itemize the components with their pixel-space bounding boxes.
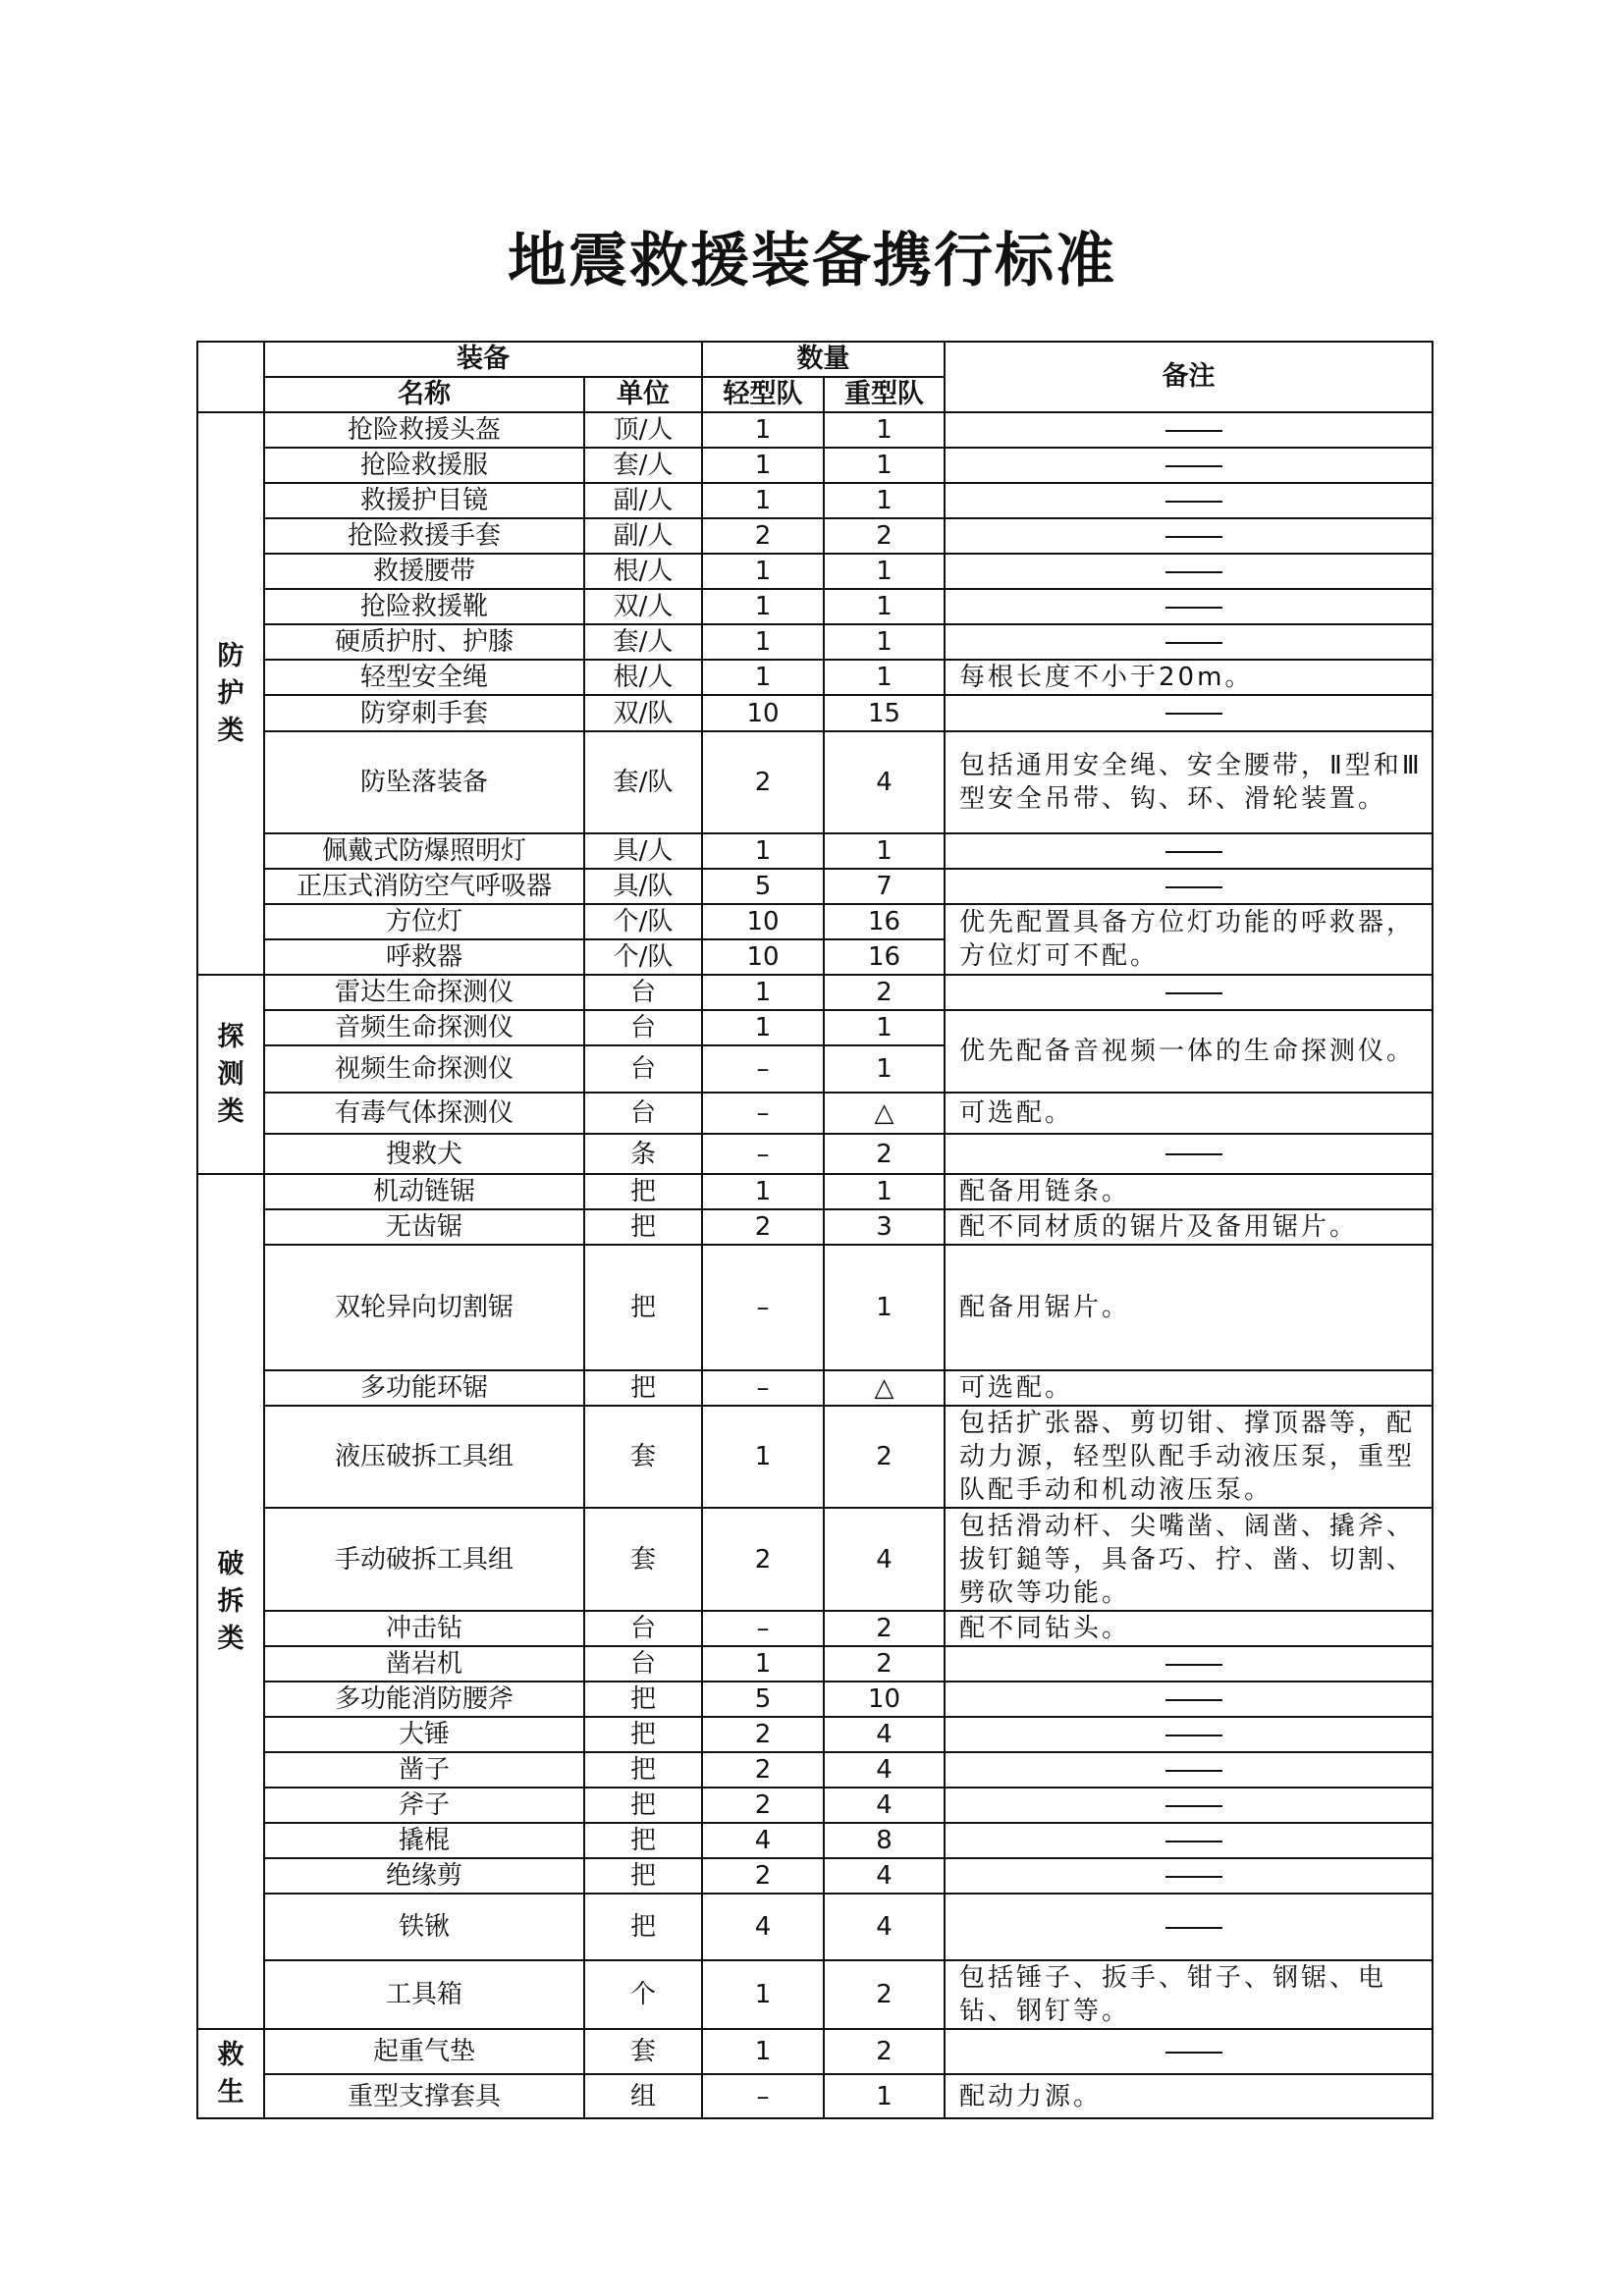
remark-cell: 包括锤子、扳手、钳子、钢锯、电钻、钢钉等。 — [945, 1960, 1433, 2029]
name-cell: 手动破拆工具组 — [264, 1508, 584, 1611]
table-row — [197, 1010, 1433, 1045]
light-cell: 2 — [702, 1508, 824, 1611]
table-row — [197, 1209, 1433, 1245]
name-cell: 救援护目镜 — [264, 483, 584, 518]
heavy-cell: 1 — [824, 2074, 945, 2118]
heavy-cell: 2 — [824, 2029, 945, 2074]
heavy-cell: 15 — [824, 695, 945, 731]
table-row — [197, 975, 1433, 1010]
dash-mark — [1165, 1927, 1222, 1929]
remark-cell — [945, 1646, 1433, 1682]
unit-cell: 把 — [584, 1682, 702, 1717]
heavy-cell: 4 — [824, 1788, 945, 1823]
table-row — [197, 1823, 1433, 1858]
dash-mark — [1165, 1664, 1222, 1666]
light-cell: – — [702, 1370, 824, 1406]
name-cell: 液压破拆工具组 — [264, 1406, 584, 1508]
unit-cell: 套 — [584, 1508, 702, 1611]
dash-mark — [1165, 642, 1222, 644]
remark-cell: 可选配。 — [945, 1093, 1433, 1134]
heavy-team-header: 重型队 — [824, 377, 945, 412]
remark-cell — [945, 1682, 1433, 1717]
light-cell: 1 — [702, 589, 824, 624]
category-label: 防护类 — [217, 640, 244, 746]
unit-cell: 副/人 — [584, 483, 702, 518]
name-cell: 工具箱 — [264, 1960, 584, 2029]
document-title: 地震救援装备携行标准 — [508, 227, 1116, 295]
dash-mark — [1165, 536, 1222, 538]
remark-cell — [945, 695, 1433, 731]
unit-cell: 个 — [584, 1960, 702, 2029]
table-body — [197, 412, 1433, 2118]
heavy-cell: 1 — [824, 412, 945, 448]
table-row — [197, 695, 1433, 731]
name-cell: 音频生命探测仪 — [264, 1010, 584, 1045]
table-row — [197, 448, 1433, 483]
table-row — [197, 1682, 1433, 1717]
remark-cell: 包括扩张器、剪切钳、撑顶器等，配动力源，轻型队配手动液压泵，重型队配手动和机动液压泵。 — [945, 1406, 1433, 1508]
name-cell: 救援腰带 — [264, 554, 584, 589]
light-cell: 4 — [702, 1823, 824, 1858]
remark-cell — [945, 624, 1433, 660]
light-cell: – — [702, 1093, 824, 1134]
heavy-cell: 3 — [824, 1209, 945, 1245]
remark-cell — [945, 1894, 1433, 1960]
category-cell — [197, 975, 264, 1174]
heavy-cell: 4 — [824, 731, 945, 833]
name-cell: 凿岩机 — [264, 1646, 584, 1682]
light-cell: 10 — [702, 904, 824, 939]
table-row — [197, 1370, 1433, 1406]
light-cell: 2 — [702, 1858, 824, 1894]
unit-cell: 把 — [584, 1174, 702, 1209]
name-cell: 双轮异向切割锯 — [264, 1245, 584, 1370]
light-cell: 10 — [702, 939, 824, 975]
light-cell: 10 — [702, 695, 824, 731]
table-row — [197, 412, 1433, 448]
light-cell: 1 — [702, 660, 824, 695]
quantity-header: 数量 — [702, 342, 945, 377]
light-cell: 1 — [702, 448, 824, 483]
unit-cell: 把 — [584, 1752, 702, 1788]
name-cell: 正压式消防空气呼吸器 — [264, 869, 584, 904]
heavy-cell: 4 — [824, 1894, 945, 1960]
dash-mark — [1165, 501, 1222, 503]
name-cell: 轻型安全绳 — [264, 660, 584, 695]
remark-cell: 配不同钻头。 — [945, 1611, 1433, 1646]
heavy-cell: 16 — [824, 939, 945, 975]
heavy-cell: △ — [824, 1093, 945, 1134]
table-row — [197, 904, 1433, 939]
light-cell: 5 — [702, 869, 824, 904]
remark-cell: 配备用链条。 — [945, 1174, 1433, 1209]
light-cell: 1 — [702, 483, 824, 518]
heavy-cell: 1 — [824, 554, 945, 589]
table-row — [197, 554, 1433, 589]
heavy-cell: 1 — [824, 1174, 945, 1209]
light-cell: – — [702, 2074, 824, 2118]
remark-cell: 配不同材质的锯片及备用锯片。 — [945, 1209, 1433, 1245]
table-row — [197, 483, 1433, 518]
category-cell — [197, 1174, 264, 2029]
remark-cell — [945, 833, 1433, 869]
name-cell: 绝缘剪 — [264, 1858, 584, 1894]
unit-cell: 台 — [584, 1045, 702, 1093]
table-row — [197, 833, 1433, 869]
unit-cell: 个/队 — [584, 939, 702, 975]
remark-cell: 配备用锯片。 — [945, 1245, 1433, 1370]
remark-cell — [945, 483, 1433, 518]
heavy-cell: 1 — [824, 833, 945, 869]
unit-cell: 双/队 — [584, 695, 702, 731]
light-cell: 2 — [702, 1788, 824, 1823]
unit-cell: 把 — [584, 1370, 702, 1406]
unit-cell: 根/人 — [584, 660, 702, 695]
name-cell: 雷达生命探测仪 — [264, 975, 584, 1010]
name-cell: 机动链锯 — [264, 1174, 584, 1209]
dash-mark — [1165, 1770, 1222, 1772]
name-cell: 多功能环锯 — [264, 1370, 584, 1406]
table-row — [197, 1960, 1433, 2029]
table-row — [197, 1752, 1433, 1788]
unit-cell: 把 — [584, 1245, 702, 1370]
unit-cell: 个/队 — [584, 904, 702, 939]
heavy-cell: 1 — [824, 483, 945, 518]
category-label: 探测类 — [217, 1021, 244, 1127]
table-row — [197, 1093, 1433, 1134]
dash-mark — [1165, 465, 1222, 467]
light-cell: 5 — [702, 1682, 824, 1717]
equipment-header: 装备 — [264, 342, 702, 377]
table-row — [197, 869, 1433, 904]
table-row — [197, 1406, 1433, 1508]
unit-cell: 套 — [584, 1406, 702, 1508]
header-row-1 — [197, 342, 1433, 377]
unit-cell: 副/人 — [584, 518, 702, 554]
remark-cell — [945, 1752, 1433, 1788]
unit-header: 单位 — [584, 377, 702, 412]
name-cell: 抢险救援手套 — [264, 518, 584, 554]
dash-mark — [1165, 886, 1222, 888]
heavy-cell: 2 — [824, 518, 945, 554]
category-label: 救生 — [217, 2039, 244, 2108]
remark-cell: 配动力源。 — [945, 2074, 1433, 2118]
remark-cell — [945, 1134, 1433, 1174]
dash-mark — [1165, 1841, 1222, 1842]
unit-cell: 台 — [584, 1611, 702, 1646]
name-cell: 起重气垫 — [264, 2029, 584, 2074]
unit-cell: 把 — [584, 1823, 702, 1858]
remark-cell: 包括滑动杆、尖嘴凿、阔凿、撬斧、拔钉鎚等，具备巧、拧、凿、切割、劈砍等功能。 — [945, 1508, 1433, 1611]
unit-cell: 套/人 — [584, 624, 702, 660]
light-team-header: 轻型队 — [702, 377, 824, 412]
light-cell: 2 — [702, 1752, 824, 1788]
light-cell: 1 — [702, 975, 824, 1010]
unit-cell: 套 — [584, 2029, 702, 2074]
remark-cell: 每根长度不小于20m。 — [945, 660, 1433, 695]
name-cell: 有毒气体探测仪 — [264, 1093, 584, 1134]
heavy-cell: 8 — [824, 1823, 945, 1858]
unit-cell: 把 — [584, 1894, 702, 1960]
remark-cell — [945, 1717, 1433, 1752]
table-row — [197, 1134, 1433, 1174]
unit-cell: 具/队 — [584, 869, 702, 904]
unit-cell: 把 — [584, 1717, 702, 1752]
dash-mark — [1165, 571, 1222, 573]
heavy-cell: 1 — [824, 1010, 945, 1045]
dash-mark — [1165, 1805, 1222, 1807]
dash-mark — [1165, 1153, 1222, 1155]
name-cell: 硬质护肘、护膝 — [264, 624, 584, 660]
name-cell: 凿子 — [264, 1752, 584, 1788]
name-cell: 防穿刺手套 — [264, 695, 584, 731]
heavy-cell: △ — [824, 1370, 945, 1406]
table-row — [197, 589, 1433, 624]
heavy-cell: 1 — [824, 624, 945, 660]
dash-mark — [1165, 713, 1222, 715]
name-cell: 无齿锯 — [264, 1209, 584, 1245]
table-row — [197, 518, 1433, 554]
unit-cell: 双/人 — [584, 589, 702, 624]
name-cell: 抢险救援头盔 — [264, 412, 584, 448]
table-row — [197, 1858, 1433, 1894]
heavy-cell: 2 — [824, 1646, 945, 1682]
name-cell: 抢险救援靴 — [264, 589, 584, 624]
remark-cell: 可选配。 — [945, 1370, 1433, 1406]
remark-cell — [945, 589, 1433, 624]
heavy-cell: 1 — [824, 660, 945, 695]
unit-cell: 套/人 — [584, 448, 702, 483]
table-row — [197, 2074, 1433, 2118]
table-row — [197, 660, 1433, 695]
light-cell: 2 — [702, 731, 824, 833]
name-cell: 佩戴式防爆照明灯 — [264, 833, 584, 869]
light-cell: – — [702, 1045, 824, 1093]
name-cell: 斧子 — [264, 1788, 584, 1823]
table-row — [197, 1508, 1433, 1611]
remark-cell — [945, 1858, 1433, 1894]
light-cell: 1 — [702, 833, 824, 869]
light-cell: 2 — [702, 518, 824, 554]
heavy-cell: 1 — [824, 1045, 945, 1093]
table-row — [197, 1174, 1433, 1209]
table-row — [197, 1245, 1433, 1370]
light-cell: 1 — [702, 1406, 824, 1508]
remark-cell: 优先配备音视频一体的生命探测仪。 — [945, 1010, 1433, 1093]
unit-cell: 台 — [584, 1010, 702, 1045]
unit-cell: 台 — [584, 975, 702, 1010]
remark-header: 备注 — [945, 342, 1433, 412]
heavy-cell: 16 — [824, 904, 945, 939]
dash-mark — [1165, 2052, 1222, 2054]
heavy-cell: 2 — [824, 1134, 945, 1174]
name-cell: 搜救犬 — [264, 1134, 584, 1174]
remark-cell — [945, 518, 1433, 554]
heavy-cell: 4 — [824, 1508, 945, 1611]
light-cell: 1 — [702, 1010, 824, 1045]
light-cell: 1 — [702, 1174, 824, 1209]
table-row — [197, 1894, 1433, 1960]
table-row — [197, 1646, 1433, 1682]
light-cell: – — [702, 1245, 824, 1370]
unit-cell: 台 — [584, 1646, 702, 1682]
unit-cell: 把 — [584, 1209, 702, 1245]
name-header: 名称 — [264, 377, 584, 412]
name-cell: 多功能消防腰斧 — [264, 1682, 584, 1717]
table-row — [197, 1717, 1433, 1752]
name-cell: 铁锹 — [264, 1894, 584, 1960]
remark-cell — [945, 1788, 1433, 1823]
name-cell: 冲击钻 — [264, 1611, 584, 1646]
light-cell: 1 — [702, 2029, 824, 2074]
dash-mark — [1165, 851, 1222, 853]
unit-cell: 顶/人 — [584, 412, 702, 448]
heavy-cell: 1 — [824, 1245, 945, 1370]
light-cell: 1 — [702, 554, 824, 589]
category-cell — [197, 412, 264, 975]
unit-cell: 组 — [584, 2074, 702, 2118]
equipment-table — [196, 341, 1434, 2119]
heavy-cell: 10 — [824, 1682, 945, 1717]
light-cell: 1 — [702, 624, 824, 660]
heavy-cell: 2 — [824, 1960, 945, 2029]
heavy-cell: 1 — [824, 589, 945, 624]
remark-cell — [945, 975, 1433, 1010]
remark-cell — [945, 554, 1433, 589]
light-cell: 2 — [702, 1209, 824, 1245]
unit-cell: 台 — [584, 1093, 702, 1134]
light-cell: 1 — [702, 1960, 824, 2029]
name-cell: 抢险救援服 — [264, 448, 584, 483]
remark-cell — [945, 1823, 1433, 1858]
remark-cell: 包括通用安全绳、安全腰带，Ⅱ型和Ⅲ型安全吊带、钩、环、滑轮装置。 — [945, 731, 1433, 833]
heavy-cell: 2 — [824, 1611, 945, 1646]
category-cell — [197, 2029, 264, 2118]
name-cell: 大锤 — [264, 1717, 584, 1752]
remark-cell — [945, 448, 1433, 483]
light-cell: 2 — [702, 1717, 824, 1752]
unit-cell: 套/队 — [584, 731, 702, 833]
heavy-cell: 7 — [824, 869, 945, 904]
table-row — [197, 1788, 1433, 1823]
remark-cell — [945, 2029, 1433, 2074]
heavy-cell: 4 — [824, 1717, 945, 1752]
heavy-cell: 4 — [824, 1858, 945, 1894]
name-cell: 撬棍 — [264, 1823, 584, 1858]
heavy-cell: 2 — [824, 975, 945, 1010]
name-cell: 方位灯 — [264, 904, 584, 939]
category-label: 破拆类 — [217, 1548, 244, 1654]
name-cell: 视频生命探测仪 — [264, 1045, 584, 1093]
name-cell: 重型支撑套具 — [264, 2074, 584, 2118]
dash-mark — [1165, 607, 1222, 609]
light-cell: 1 — [702, 412, 824, 448]
table-row — [197, 1611, 1433, 1646]
light-cell: 4 — [702, 1894, 824, 1960]
unit-cell: 根/人 — [584, 554, 702, 589]
light-cell: – — [702, 1611, 824, 1646]
unit-cell: 把 — [584, 1858, 702, 1894]
remark-cell: 优先配置具备方位灯功能的呼救器，方位灯可不配。 — [945, 904, 1433, 975]
unit-cell: 把 — [584, 1788, 702, 1823]
table-row — [197, 624, 1433, 660]
unit-cell: 条 — [584, 1134, 702, 1174]
category-header — [197, 342, 264, 412]
remark-cell — [945, 869, 1433, 904]
table-row — [197, 2029, 1433, 2074]
dash-mark — [1165, 430, 1222, 432]
dash-mark — [1165, 1876, 1222, 1878]
table-row — [197, 731, 1433, 833]
name-cell: 防坠落装备 — [264, 731, 584, 833]
dash-mark — [1165, 1735, 1222, 1736]
remark-cell — [945, 412, 1433, 448]
dash-mark — [1165, 992, 1222, 994]
light-cell: – — [702, 1134, 824, 1174]
heavy-cell: 2 — [824, 1406, 945, 1508]
name-cell: 呼救器 — [264, 939, 584, 975]
heavy-cell: 1 — [824, 448, 945, 483]
unit-cell: 具/人 — [584, 833, 702, 869]
dash-mark — [1165, 1699, 1222, 1701]
heavy-cell: 4 — [824, 1752, 945, 1788]
light-cell: 1 — [702, 1646, 824, 1682]
